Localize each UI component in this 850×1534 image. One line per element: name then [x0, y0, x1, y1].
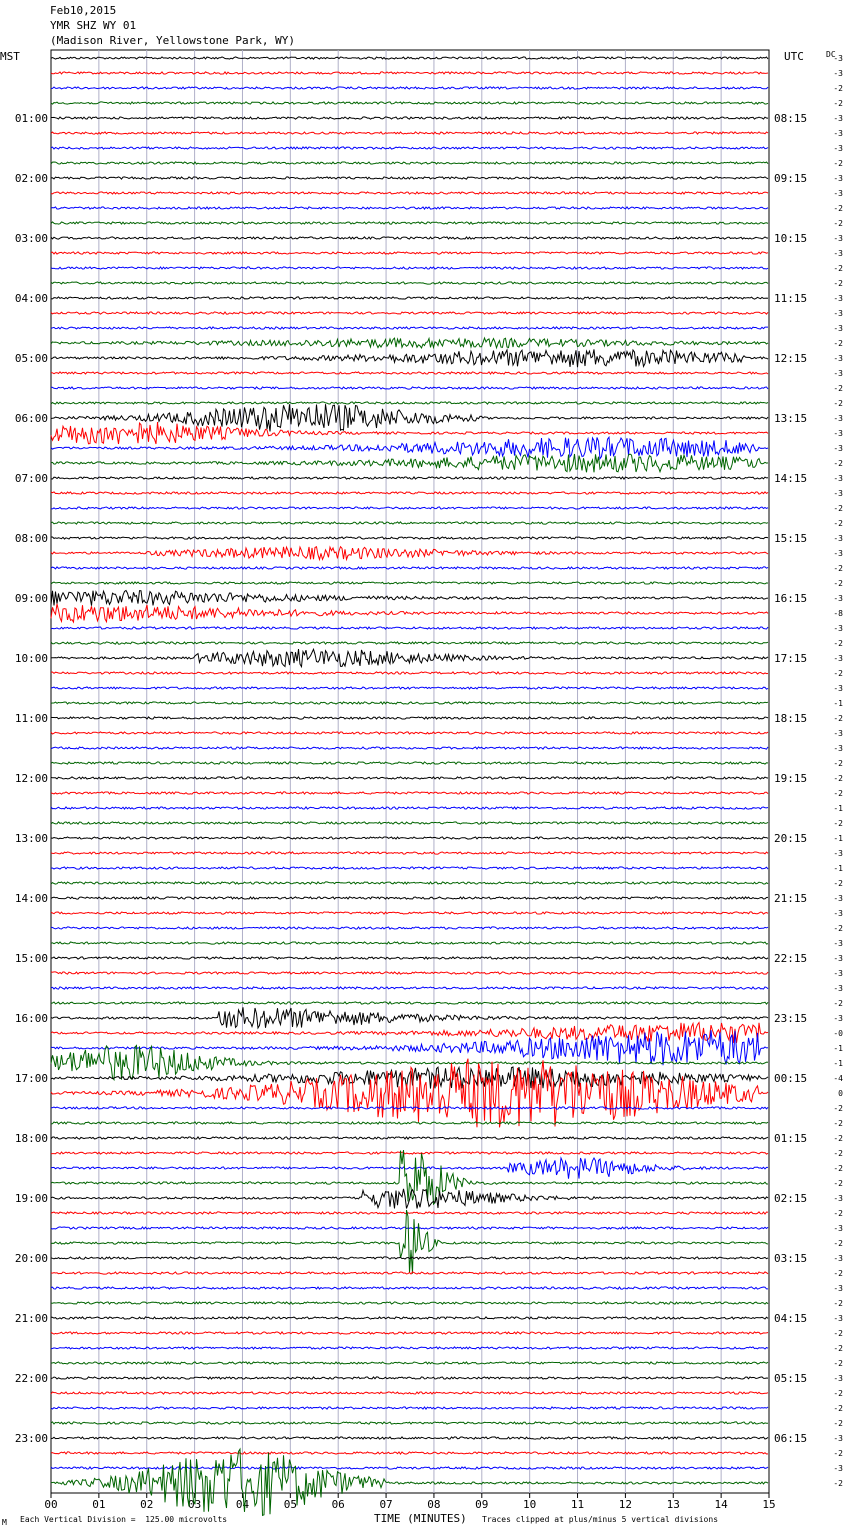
dc-offset-label: -2: [833, 879, 843, 888]
seismic-trace: [51, 312, 768, 314]
dc-offset-label: -1: [833, 834, 843, 843]
right-hour-label: 22:15: [774, 952, 808, 965]
plot-frame: [51, 50, 769, 1493]
dc-offset-label: -2: [833, 999, 843, 1008]
dc-offset-label: -3: [833, 1014, 843, 1023]
dc-offset-label: -2: [833, 264, 843, 273]
right-hour-label: 01:15: [774, 1132, 808, 1145]
left-hour-label: 11:00: [14, 712, 48, 725]
dc-offset-label: -2: [833, 1239, 843, 1248]
dc-offset-label: -2: [833, 1119, 843, 1128]
seismic-trace: [51, 547, 768, 560]
seismic-trace: [51, 1347, 768, 1349]
seismic-trace: [51, 1002, 768, 1004]
x-tick-label: 09: [475, 1498, 489, 1511]
dc-offset-label: -1: [833, 1044, 843, 1053]
seismic-trace: [51, 582, 768, 584]
seismic-trace: [51, 1107, 768, 1109]
right-hour-label: 08:15: [774, 112, 808, 125]
dc-offset-label: -1: [833, 864, 843, 873]
dc-offset-label: -3: [833, 894, 843, 903]
dc-offset-label: -3: [833, 324, 843, 333]
dc-offset-label: -2: [833, 1359, 843, 1368]
station-location: (Madison River, Yellowstone Park, WY): [50, 34, 296, 47]
seismic-trace: [51, 507, 768, 509]
right-hour-label: 09:15: [774, 172, 808, 185]
left-timezone-label: MST: [0, 50, 20, 63]
seismic-trace: [51, 702, 768, 704]
dc-offset-label: -3: [833, 489, 843, 498]
dc-offset-label: -3: [833, 594, 843, 603]
seismic-trace: [51, 927, 768, 929]
dc-offset-label: -2: [833, 504, 843, 513]
seismic-trace: [51, 777, 768, 779]
seismic-trace: [51, 687, 768, 689]
seismic-trace: [51, 1007, 768, 1028]
x-tick-label: 13: [666, 1498, 680, 1511]
dc-offset-label: -3: [833, 429, 843, 438]
dc-offset-label: -3: [833, 1314, 843, 1323]
dc-offset-label: -3: [833, 624, 843, 633]
right-hour-label: 00:15: [774, 1072, 808, 1085]
dc-offset-label: -3: [833, 294, 843, 303]
dc-offset-label: -3: [833, 114, 843, 123]
dc-offset-label: -3: [833, 54, 843, 63]
seismic-trace: [51, 807, 768, 809]
dc-offset-label: -3: [833, 654, 843, 663]
dc-offset-label: -3: [833, 684, 843, 693]
dc-offset-label: -2: [833, 564, 843, 573]
dc-offset-label: -3: [833, 909, 843, 918]
x-tick-label: 00: [44, 1498, 58, 1511]
dc-offset-label: -2: [833, 99, 843, 108]
seismic-trace: [51, 762, 768, 764]
x-tick-label: 05: [283, 1498, 297, 1511]
dc-offset-label: -1: [833, 699, 843, 708]
left-hour-label: 12:00: [14, 772, 48, 785]
x-tick-label: 12: [618, 1498, 633, 1511]
seismic-trace: [51, 1122, 768, 1124]
dc-offset-label: -1: [833, 804, 843, 813]
left-hour-label: 09:00: [14, 592, 48, 605]
seismic-trace: [51, 252, 768, 254]
seismic-trace: [51, 792, 768, 794]
right-hour-label: 11:15: [774, 292, 808, 305]
seismic-trace: [51, 72, 768, 74]
dc-offset-label: -3: [833, 969, 843, 978]
seismic-trace: [51, 1449, 768, 1515]
x-tick-label: 07: [379, 1498, 393, 1511]
x-tick-label: 03: [187, 1498, 202, 1511]
seismic-trace: [51, 222, 768, 224]
right-hour-label: 18:15: [774, 712, 808, 725]
dc-offset-label: -8: [833, 609, 843, 618]
seismic-trace: [51, 747, 768, 749]
dc-offset-label: -3: [833, 249, 843, 258]
x-tick-label: 02: [140, 1498, 154, 1511]
dc-offset-label: -2: [833, 1419, 843, 1428]
right-hour-label: 03:15: [774, 1252, 808, 1265]
dc-offset-label: -3: [833, 534, 843, 543]
dc-offset-label: -2: [833, 579, 843, 588]
seismic-trace: [51, 1467, 768, 1469]
seismic-trace: [51, 1332, 768, 1334]
seismic-trace: [51, 897, 768, 899]
seismic-trace: [51, 402, 768, 404]
dc-offset-label: -3: [833, 729, 843, 738]
dc-offset-label: -2: [833, 339, 843, 348]
dc-label: DC: [826, 50, 836, 59]
seismic-trace: [51, 177, 768, 179]
left-hour-label: 13:00: [14, 832, 48, 845]
x-tick-label: 04: [235, 1498, 250, 1511]
dc-offset-label: -2: [833, 159, 843, 168]
seismic-trace: [51, 87, 768, 89]
dc-offset-label: -3: [833, 954, 843, 963]
chart-date: Feb10,2015: [50, 4, 117, 17]
seismic-trace: [51, 537, 768, 539]
dc-offset-label: 0: [838, 1089, 843, 1098]
dc-offset-label: -2: [833, 219, 843, 228]
seismic-trace: [51, 162, 768, 164]
dc-offset-label: -2: [833, 1209, 843, 1218]
seismic-trace: [51, 237, 768, 239]
seismic-trace: [51, 477, 768, 479]
dc-offset-label: -3: [833, 174, 843, 183]
seismic-trace: [51, 717, 768, 719]
x-axis-label: TIME (MINUTES): [374, 1512, 467, 1525]
seismic-trace: [51, 642, 768, 644]
dc-offset-label: -2: [833, 669, 843, 678]
seismic-trace: [51, 912, 768, 914]
x-tick-label: 14: [714, 1498, 728, 1511]
dc-offset-label: -3: [833, 144, 843, 153]
dc-offset-label: -2: [833, 639, 843, 648]
dc-offset-label: -3: [833, 744, 843, 753]
scale-note: Each Vertical Division = 125.00 microvolts: [20, 1515, 228, 1524]
left-hour-label: 16:00: [14, 1012, 48, 1025]
seismic-trace: [51, 282, 768, 284]
seismic-trace: [51, 1150, 768, 1204]
dc-offset-label: -3: [833, 1434, 843, 1443]
x-tick-label: 11: [570, 1498, 585, 1511]
left-hour-label: 01:00: [14, 112, 48, 125]
right-hour-label: 05:15: [774, 1372, 808, 1385]
seismic-trace: [51, 372, 768, 374]
right-hour-label: 21:15: [774, 892, 808, 905]
right-timezone-label: UTC: [784, 50, 804, 63]
dc-offset-label: -2: [833, 1134, 843, 1143]
dc-offset-label: -3: [833, 984, 843, 993]
seismic-trace: [51, 672, 768, 674]
seismic-trace: [51, 422, 768, 444]
dc-offset-label: -2: [833, 1149, 843, 1158]
seismic-trace: [51, 57, 768, 59]
dc-offset-label: -2: [833, 1329, 843, 1338]
right-hour-label: 12:15: [774, 352, 808, 365]
right-hour-label: 04:15: [774, 1312, 808, 1325]
dc-offset-label: -3: [833, 354, 843, 363]
right-hour-label: 16:15: [774, 592, 808, 605]
right-hour-label: 23:15: [774, 1012, 808, 1025]
seismic-trace: [51, 1272, 768, 1274]
right-hour-label: 10:15: [774, 232, 808, 245]
seismic-trace: [51, 1210, 768, 1274]
left-hour-label: 08:00: [14, 532, 48, 545]
clip-note: Traces clipped at plus/minus 5 vertical divisions: [482, 1515, 719, 1524]
left-hour-label: 19:00: [14, 1192, 48, 1205]
seismic-trace: [51, 349, 768, 367]
dc-offset-label: -3: [833, 234, 843, 243]
seismic-trace: [51, 102, 768, 104]
dc-offset-label: -3: [833, 849, 843, 858]
seismic-trace: [51, 867, 768, 869]
dc-offset-label: -0: [833, 1029, 843, 1038]
left-hour-label: 04:00: [14, 292, 48, 305]
left-hour-label: 10:00: [14, 652, 48, 665]
dc-offset-label: -3: [833, 444, 843, 453]
dc-offset-label: -2: [833, 1104, 843, 1113]
dc-offset-label: -2: [833, 84, 843, 93]
seismic-trace: [51, 649, 768, 667]
right-hour-label: 20:15: [774, 832, 808, 845]
seismic-trace: [51, 297, 768, 299]
seismic-trace: [51, 957, 768, 959]
dc-offset-label: -3: [833, 1284, 843, 1293]
seismic-trace: [51, 972, 768, 974]
dc-offset-label: -2: [833, 819, 843, 828]
dc-offset-label: -2: [833, 1404, 843, 1413]
dc-offset-label: -1: [833, 1059, 843, 1068]
seismic-trace: [51, 1152, 768, 1154]
dc-offset-label: -3: [833, 69, 843, 78]
dc-offset-label: -3: [833, 309, 843, 318]
seismic-trace: [51, 822, 768, 824]
seismic-trace: [51, 604, 768, 622]
dc-offset-label: -3: [833, 939, 843, 948]
dc-offset-label: -2: [833, 279, 843, 288]
dc-offset-label: -2: [833, 1389, 843, 1398]
seismic-trace: [51, 192, 768, 194]
dc-offset-label: -3: [833, 369, 843, 378]
seismic-trace: [51, 1030, 768, 1065]
left-hour-label: 21:00: [14, 1312, 48, 1325]
dc-offset-label: -2: [833, 789, 843, 798]
dc-offset-label: -2: [833, 714, 843, 723]
dc-offset-label: -2: [833, 399, 843, 408]
seismic-trace: [51, 267, 768, 269]
dc-offset-label: -3: [833, 1254, 843, 1263]
seismic-trace: [51, 942, 768, 944]
seismic-trace: [51, 117, 768, 119]
seismic-trace: [51, 387, 768, 389]
right-hour-label: 19:15: [774, 772, 808, 785]
dc-offset-label: -3: [833, 1374, 843, 1383]
seismic-trace: [51, 627, 768, 629]
dc-offset-label: -2: [833, 1179, 843, 1188]
left-hour-label: 23:00: [14, 1432, 48, 1445]
left-hour-label: 02:00: [14, 172, 48, 185]
x-tick-label: 06: [331, 1498, 345, 1511]
dc-offset-label: -2: [833, 924, 843, 933]
dc-offset-label: -2: [833, 1449, 843, 1458]
dc-offset-label: -2: [833, 1344, 843, 1353]
left-hour-label: 07:00: [14, 472, 48, 485]
seismic-trace: [51, 1137, 768, 1139]
dc-offset-label: -2: [833, 384, 843, 393]
dc-offset-label: -2: [833, 759, 843, 768]
seismic-trace: [51, 1437, 768, 1439]
dc-offset-label: -2: [833, 1479, 843, 1488]
x-tick-label: 08: [427, 1498, 441, 1511]
seismic-trace: [51, 1362, 768, 1364]
left-hour-label: 05:00: [14, 352, 48, 365]
dc-offset-label: -4: [833, 1074, 843, 1083]
left-hour-label: 22:00: [14, 1372, 48, 1385]
right-hour-label: 17:15: [774, 652, 808, 665]
seismic-trace: [51, 1227, 768, 1229]
seismic-trace: [51, 1452, 768, 1454]
seismic-trace: [51, 1407, 768, 1409]
right-hour-label: 14:15: [774, 472, 808, 485]
seismic-trace: [51, 522, 768, 524]
seismic-trace: [51, 1158, 768, 1179]
dc-offset-label: -3: [833, 1224, 843, 1233]
dc-offset-label: -2: [833, 204, 843, 213]
dc-offset-label: -3: [833, 189, 843, 198]
left-hour-label: 18:00: [14, 1132, 48, 1145]
seismic-trace: [51, 591, 768, 606]
left-hour-label: 20:00: [14, 1252, 48, 1265]
seismic-trace: [51, 987, 768, 989]
left-hour-label: 06:00: [14, 412, 48, 425]
dc-offset-label: -2: [833, 774, 843, 783]
left-hour-label: 14:00: [14, 892, 48, 905]
dc-offset-label: -3: [833, 414, 843, 423]
dc-offset-label: -2: [833, 1164, 843, 1173]
seismic-trace: [51, 1212, 768, 1214]
left-hour-label: 03:00: [14, 232, 48, 245]
seismic-trace: [51, 567, 768, 569]
right-hour-label: 02:15: [774, 1192, 808, 1205]
dc-offset-label: -2: [833, 459, 843, 468]
x-tick-label: 10: [523, 1498, 537, 1511]
seismic-trace: [51, 1422, 768, 1424]
x-tick-label: 01: [92, 1498, 106, 1511]
seismic-trace: [51, 882, 768, 884]
seismic-trace: [51, 147, 768, 149]
seismic-trace: [51, 837, 768, 839]
dc-offset-label: -2: [833, 1299, 843, 1308]
right-hour-label: 13:15: [774, 412, 808, 425]
station-code: YMR SHZ WY 01: [50, 19, 137, 32]
left-hour-label: 15:00: [14, 952, 48, 965]
seismic-trace: [51, 732, 768, 734]
dc-offset-label: -2: [833, 1269, 843, 1278]
seismic-trace: [51, 492, 768, 494]
seismic-trace: [51, 454, 768, 472]
dc-offset-label: -3: [833, 474, 843, 483]
seismic-trace: [51, 327, 768, 329]
seismic-trace: [51, 1377, 768, 1379]
seismic-trace: [51, 1302, 768, 1304]
corner-mark: M: [2, 1518, 7, 1527]
seismic-trace: [51, 852, 768, 854]
seismic-trace: [51, 338, 768, 348]
seismic-trace: [51, 1189, 768, 1209]
seismic-trace: [51, 1392, 768, 1394]
seismic-trace: [51, 132, 768, 134]
dc-offset-label: -3: [833, 1464, 843, 1473]
x-tick-label: 15: [762, 1498, 776, 1511]
dc-offset-label: -3: [833, 1194, 843, 1203]
seismic-trace: [51, 437, 768, 458]
seismic-trace: [51, 1287, 768, 1289]
seismic-trace: [51, 207, 768, 209]
dc-offset-label: -3: [833, 549, 843, 558]
dc-offset-label: -3: [833, 129, 843, 138]
right-hour-label: 15:15: [774, 532, 808, 545]
seismic-trace: [51, 1317, 768, 1319]
left-hour-label: 17:00: [14, 1072, 48, 1085]
right-hour-label: 06:15: [774, 1432, 808, 1445]
dc-offset-label: -2: [833, 519, 843, 528]
